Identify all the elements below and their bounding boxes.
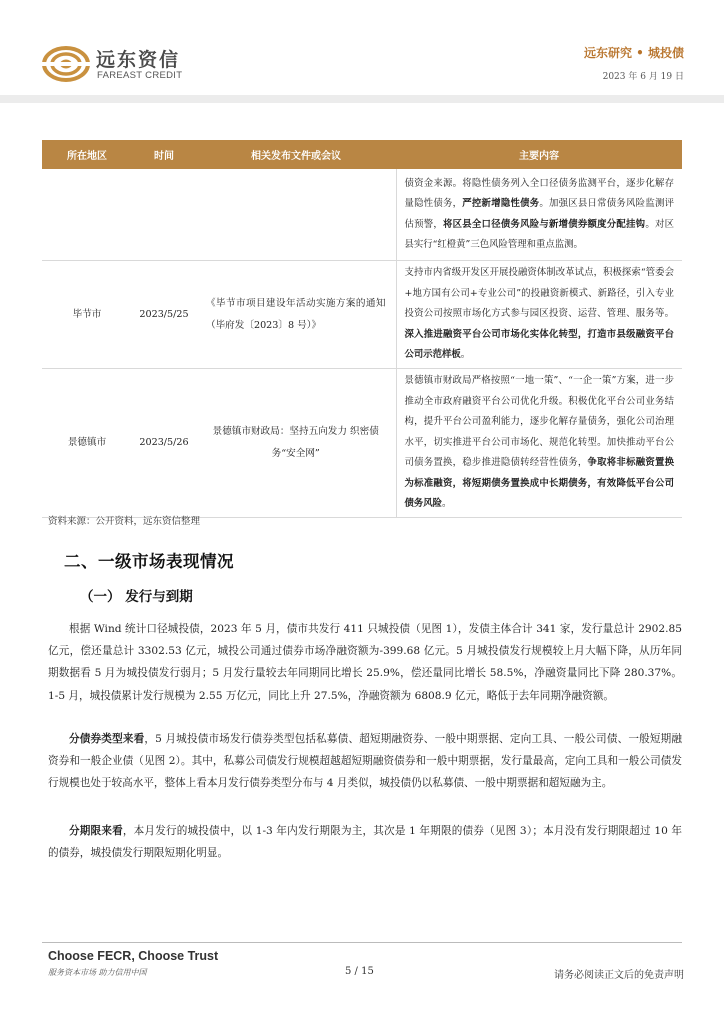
brand-name-en: FAREAST CREDIT xyxy=(97,70,183,81)
paragraph-lead: 分期限来看 xyxy=(69,825,123,837)
content-text: 。对区县实行“红橙黄”三色风险管理和重点监测。 xyxy=(404,218,674,250)
content-highlight: 争取将非标融资置换为标准融资，将短期债务置换成中长期债务，有效降低平台公司债务风险 xyxy=(404,457,674,509)
column-header-document: 相关发布文件或会议 xyxy=(196,140,396,169)
column-header-content: 主要内容 xyxy=(396,140,682,169)
policy-table xyxy=(42,140,682,518)
page-number: 5 / 15 xyxy=(345,966,374,977)
table-cell-document xyxy=(196,169,396,261)
body-paragraph: 根据 Wind 统计口径城投债，2023 年 5 月，债市共发行 411 只城投债（见图 1），发债主体合计 341 家，发行量总计 2902.85 亿元，偿还量总计 3302.53 亿元，城投公司通过债券市场净融资额为-399.68 亿元。5 月城投债发行规模较上月大幅下降，从历年同期数据看 5 月为城投债发行弱月；5 月发行量较去年同期同比增长 25.9%，偿还量同比增长 58.5%，净融资量同比下降 280.37%。1-5 月，城投债累计发行规模为 2.55 万亿元，同比上升 27.5%，净融资额为 6808.9 亿元，略低于去年同期净融资额。 xyxy=(48,623,682,702)
table-row xyxy=(42,369,682,518)
paragraph-lead: 分债券类型来看 xyxy=(69,733,145,745)
table-cell-date: 2023/5/26 xyxy=(132,369,196,518)
disclaimer-note: 请务必阅读正文后的免责声明 xyxy=(554,970,684,981)
subsection-heading: （一） 发行与到期 xyxy=(80,589,193,605)
table-cell-region: 毕节市 xyxy=(42,261,132,369)
table-row xyxy=(42,261,682,369)
content-text: 债资金来源。将隐性债务列入全口径债务监测平台，逐步化解存量隐性债务， xyxy=(404,177,674,209)
table-cell-content xyxy=(396,169,682,261)
content-text: 。 xyxy=(460,349,471,361)
footer-slogan-cn: 服务资本市场 助力信用中国 xyxy=(48,968,147,977)
footer-divider xyxy=(42,942,682,943)
table-header-row xyxy=(42,140,682,169)
brand-name-cn: 远东资信 xyxy=(96,49,181,71)
footer-slogan-en: Choose FECR, Choose Trust xyxy=(48,949,219,963)
content-text: 。加强区县日常债务风险监测评估预警， xyxy=(404,198,674,230)
table-cell-region: 景德镇市 xyxy=(42,369,132,518)
content-highlight: 深入推进融资平台公司市场化实体化转型，打造市县级融资平台公司示范样板 xyxy=(404,328,674,361)
content-text: 景德镇市财政局严格按照“一地一策”、“一企一策”方案，进一步推动全市政府融资平台公司优化升级。积极优化平台公司业务结构，提升平台公司盈利能力，逐步化解存量债务，强化公司治理水平，切实推进平台公司市场化、规范化转型。加快推动平台公司债务置换，稳步推进隐债转经营性债务， xyxy=(404,375,674,468)
content-text: 。 xyxy=(442,498,452,509)
paragraph-text: ，5 月城投债市场发行债券类型包括私募债、超短期融资券、一般中期票据、定向工具、一般公司债、一般短期融资券和一般企业债（见图 2）。其中，私募公司债发行规模超越超短期融资债券和一般中期票据，发行量最高，定向工具和一般公司债发行规模也处于较高水平，整体上看本月发行债券类型分布与 4 月类似，城投债仍以私募债、一般中期票据和超短融为主。 xyxy=(48,733,683,790)
table-cell-date xyxy=(132,169,196,261)
content-text: 支持市内省级开发区开展投融资体制改革试点，积极探索“管委会+地方国有公司+专业公司”的投融资新模式、新路径，引入专业投资公司按照市场化方式参与园区投资、运营、管理、服务等。 xyxy=(404,267,674,320)
table-cell-content xyxy=(396,369,682,518)
table-cell-document: 景德镇市财政局：坚持五向发力 织密债务“安全网” xyxy=(196,369,396,518)
body-paragraph xyxy=(48,728,682,795)
table-source-note: 资料来源：公开资料，远东资信整理 xyxy=(48,516,201,527)
table-cell-region xyxy=(42,169,132,261)
content-highlight: 将区县全口径债务风险与新增债券额度分配挂钩 xyxy=(443,218,646,230)
content-highlight: 严控新增隐性债务 xyxy=(462,198,540,209)
table-cell-content xyxy=(396,261,682,369)
column-header-date: 时间 xyxy=(132,140,196,169)
report-section: 远东研究 • 城投债 xyxy=(583,46,684,60)
table-cell-document: 《毕节市项目建设年活动实施方案的通知（毕府发〔2023〕8 号）》 xyxy=(196,261,396,369)
report-date: 2023 年 6 月 19 日 xyxy=(602,72,684,82)
section-heading: 二、一级市场表现情况 xyxy=(64,552,234,571)
page-header xyxy=(0,0,724,100)
body-paragraph xyxy=(48,820,682,864)
fareast-credit-logo-icon xyxy=(42,44,90,84)
table-cell-date: 2023/5/25 xyxy=(132,261,196,369)
column-header-region: 所在地区 xyxy=(42,140,132,169)
paragraph-text: ，本月发行的城投债中，以 1-3 年内发行期限为主，其次是 1 年期限的债券（见图 3）；本月没有发行期限超过 10 年的债券，城投债发行期限短期化明显。 xyxy=(48,825,682,860)
header-divider xyxy=(0,95,724,103)
table-row xyxy=(42,169,682,261)
